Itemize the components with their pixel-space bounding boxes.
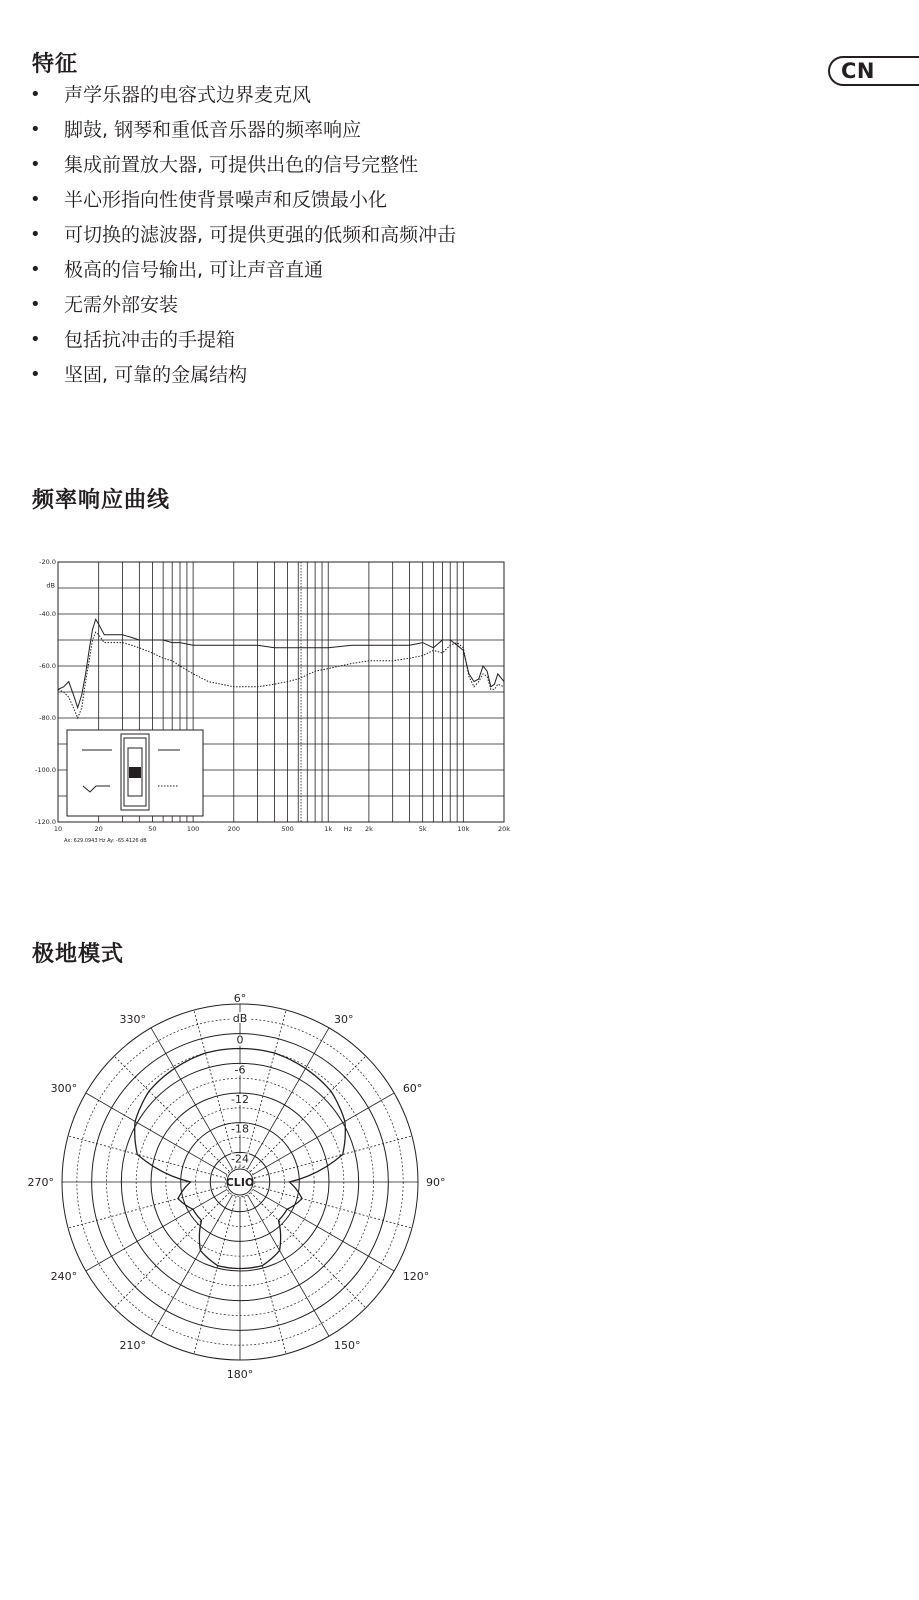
db-unit-label: dB <box>232 1012 248 1025</box>
bullet-marker: • <box>30 119 41 140</box>
angle-label: 240° <box>50 1270 78 1283</box>
polar-spoke-minor <box>250 1192 365 1307</box>
ring-label: -18 <box>231 1122 249 1136</box>
feature-item <box>30 150 456 185</box>
x-tick-label: 1k <box>324 825 333 833</box>
polar-pattern-heading: 极地模式 <box>32 942 125 967</box>
polar-pattern-chart <box>20 990 460 1380</box>
bullet-marker: • <box>30 329 41 350</box>
y-tick-label: -100.0 <box>35 766 56 774</box>
bullet-marker: • <box>30 224 41 245</box>
response-curve-solid <box>58 619 504 707</box>
x-tick-label: 100 <box>186 825 200 833</box>
ring-label: 0 <box>236 1033 244 1047</box>
angle-label: 30° <box>334 1013 354 1027</box>
bullet-marker: • <box>30 154 41 175</box>
language-tab <box>828 56 919 86</box>
angle-label: 120° <box>402 1270 430 1283</box>
y-tick-label: -80.0 <box>39 714 56 722</box>
x-tick-label: 200 <box>227 825 240 833</box>
feature-text: 极高的信号输出, 可让声音直通 <box>64 259 324 281</box>
top-label: 6° <box>233 992 247 1005</box>
feature-item <box>30 325 456 360</box>
y-unit-label: dB <box>46 581 55 590</box>
frequency-response-chart <box>28 556 568 856</box>
angle-label: 150° <box>334 1338 361 1352</box>
polar-spoke-minor <box>114 1056 229 1171</box>
switch-knob <box>129 767 141 778</box>
x-tick-label: 50 <box>148 825 157 833</box>
y-tick-label: -20.0 <box>39 558 56 566</box>
bullet-marker: • <box>30 364 41 385</box>
x-tick-label: 10 <box>53 825 63 833</box>
feature-item <box>30 290 456 325</box>
feature-text: 无需外部安装 <box>64 294 179 316</box>
filter-switch-legend <box>67 730 203 816</box>
feature-text: 集成前置放大器, 可提供出色的信号完整性 <box>64 154 419 176</box>
language-tab-label: CN <box>841 59 875 83</box>
feature-item <box>30 255 456 290</box>
ring-label: -24 <box>231 1152 249 1166</box>
polar-spoke-minor <box>114 1192 229 1307</box>
x-unit-label: Hz <box>343 825 353 833</box>
x-tick-label: 20 <box>94 825 103 833</box>
feature-item <box>30 220 456 255</box>
angle-label: 210° <box>119 1338 146 1352</box>
feature-text: 坚固, 可靠的金属结构 <box>64 364 248 386</box>
y-tick-label: -40.0 <box>39 610 56 618</box>
feature-text: 声学乐器的电容式边界麦克风 <box>64 84 312 106</box>
x-tick-label: 20k <box>497 825 511 833</box>
cursor-readout: Ax: 629.0943 Hz Ay: -65.4126 dB <box>64 838 147 844</box>
bullet-marker: • <box>30 189 41 210</box>
angle-label: 60° <box>402 1082 423 1095</box>
ring-label: -12 <box>231 1093 249 1106</box>
feature-text: 可切换的滤波器, 可提供更强的低频和高频冲击 <box>64 224 457 246</box>
bullet-marker: • <box>30 294 41 315</box>
features-heading: 特征 <box>32 52 79 77</box>
bullet-marker: • <box>30 259 41 280</box>
features-list <box>30 80 456 395</box>
feature-item <box>30 185 456 220</box>
angle-label: 300° <box>50 1082 78 1095</box>
y-tick-label: -120.0 <box>35 818 56 826</box>
angle-label: 90° <box>426 1176 446 1189</box>
x-tick-label: 500 <box>281 825 294 833</box>
feature-item <box>30 115 456 150</box>
angle-label: 180° <box>226 1368 254 1380</box>
angle-label: 330° <box>119 1013 146 1027</box>
x-tick-label: 10k <box>457 825 470 833</box>
feature-text: 包括抗冲击的手提箱 <box>64 329 236 351</box>
bullet-marker: • <box>30 84 41 105</box>
x-tick-label: 5k <box>418 825 427 833</box>
feature-text: 脚鼓, 钢琴和重低音乐器的频率响应 <box>64 119 362 141</box>
y-tick-label: -60.0 <box>39 662 56 670</box>
ring-label: -6 <box>234 1063 246 1077</box>
frequency-response-heading: 频率响应曲线 <box>32 488 171 513</box>
x-tick-label: 2k <box>364 825 373 833</box>
clio-label: CLIO <box>225 1176 255 1189</box>
feature-item <box>30 360 456 395</box>
feature-item <box>30 80 456 115</box>
angle-label: 270° <box>27 1176 54 1189</box>
feature-text: 半心形指向性使背景噪声和反馈最小化 <box>64 189 388 211</box>
polar-spoke-minor <box>250 1056 365 1171</box>
